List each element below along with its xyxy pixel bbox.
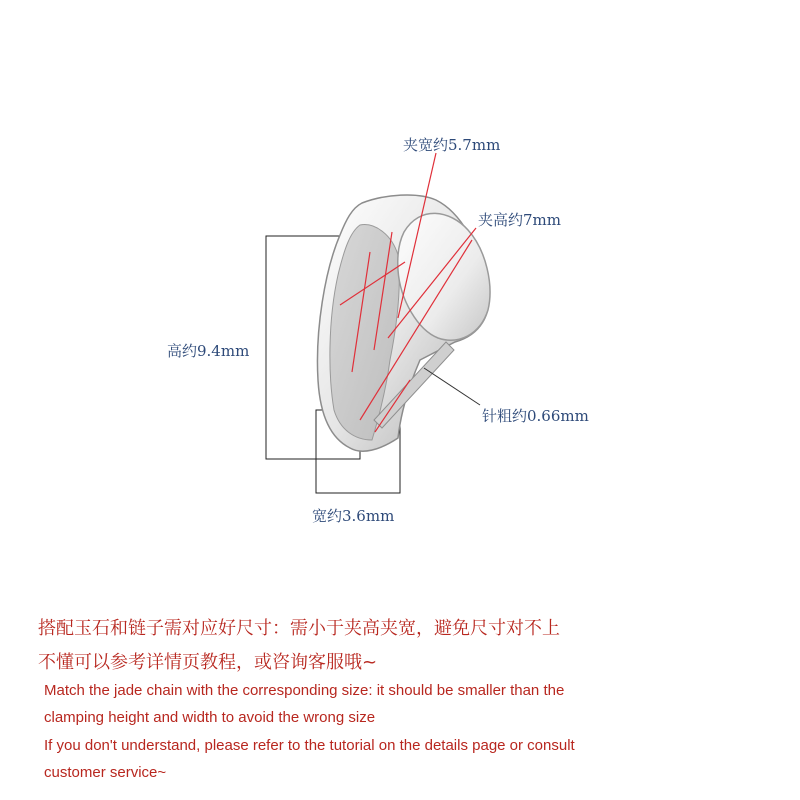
note-en-line3: If you don't understand, please refer to the tutorial on the details page or consult	[44, 737, 575, 754]
clip-height-label: 夹高约7mm	[478, 211, 561, 229]
clip-width-label: 夹宽约5.7mm	[403, 136, 501, 154]
note-en-line2: clamping height and width to avoid the wrong size	[44, 709, 376, 726]
note-en-line1: Match the jade chain with the corresponding size: it should be smaller than the	[44, 682, 565, 699]
pin-thickness-label: 针粗约0.66mm	[482, 407, 589, 425]
note-cn-line2: 不懂可以参考详情页教程，或咨询客服哦~	[38, 652, 378, 673]
note-en-line4: customer service~	[44, 764, 167, 781]
pin-leader-line	[424, 368, 480, 405]
height-label: 高约9.4mm	[167, 342, 250, 360]
width-label: 宽约3.6mm	[312, 507, 395, 525]
note-cn-line1: 搭配玉石和链子需对应好尺寸：需小于夹高夹宽，避免尺寸对不上	[38, 618, 560, 639]
